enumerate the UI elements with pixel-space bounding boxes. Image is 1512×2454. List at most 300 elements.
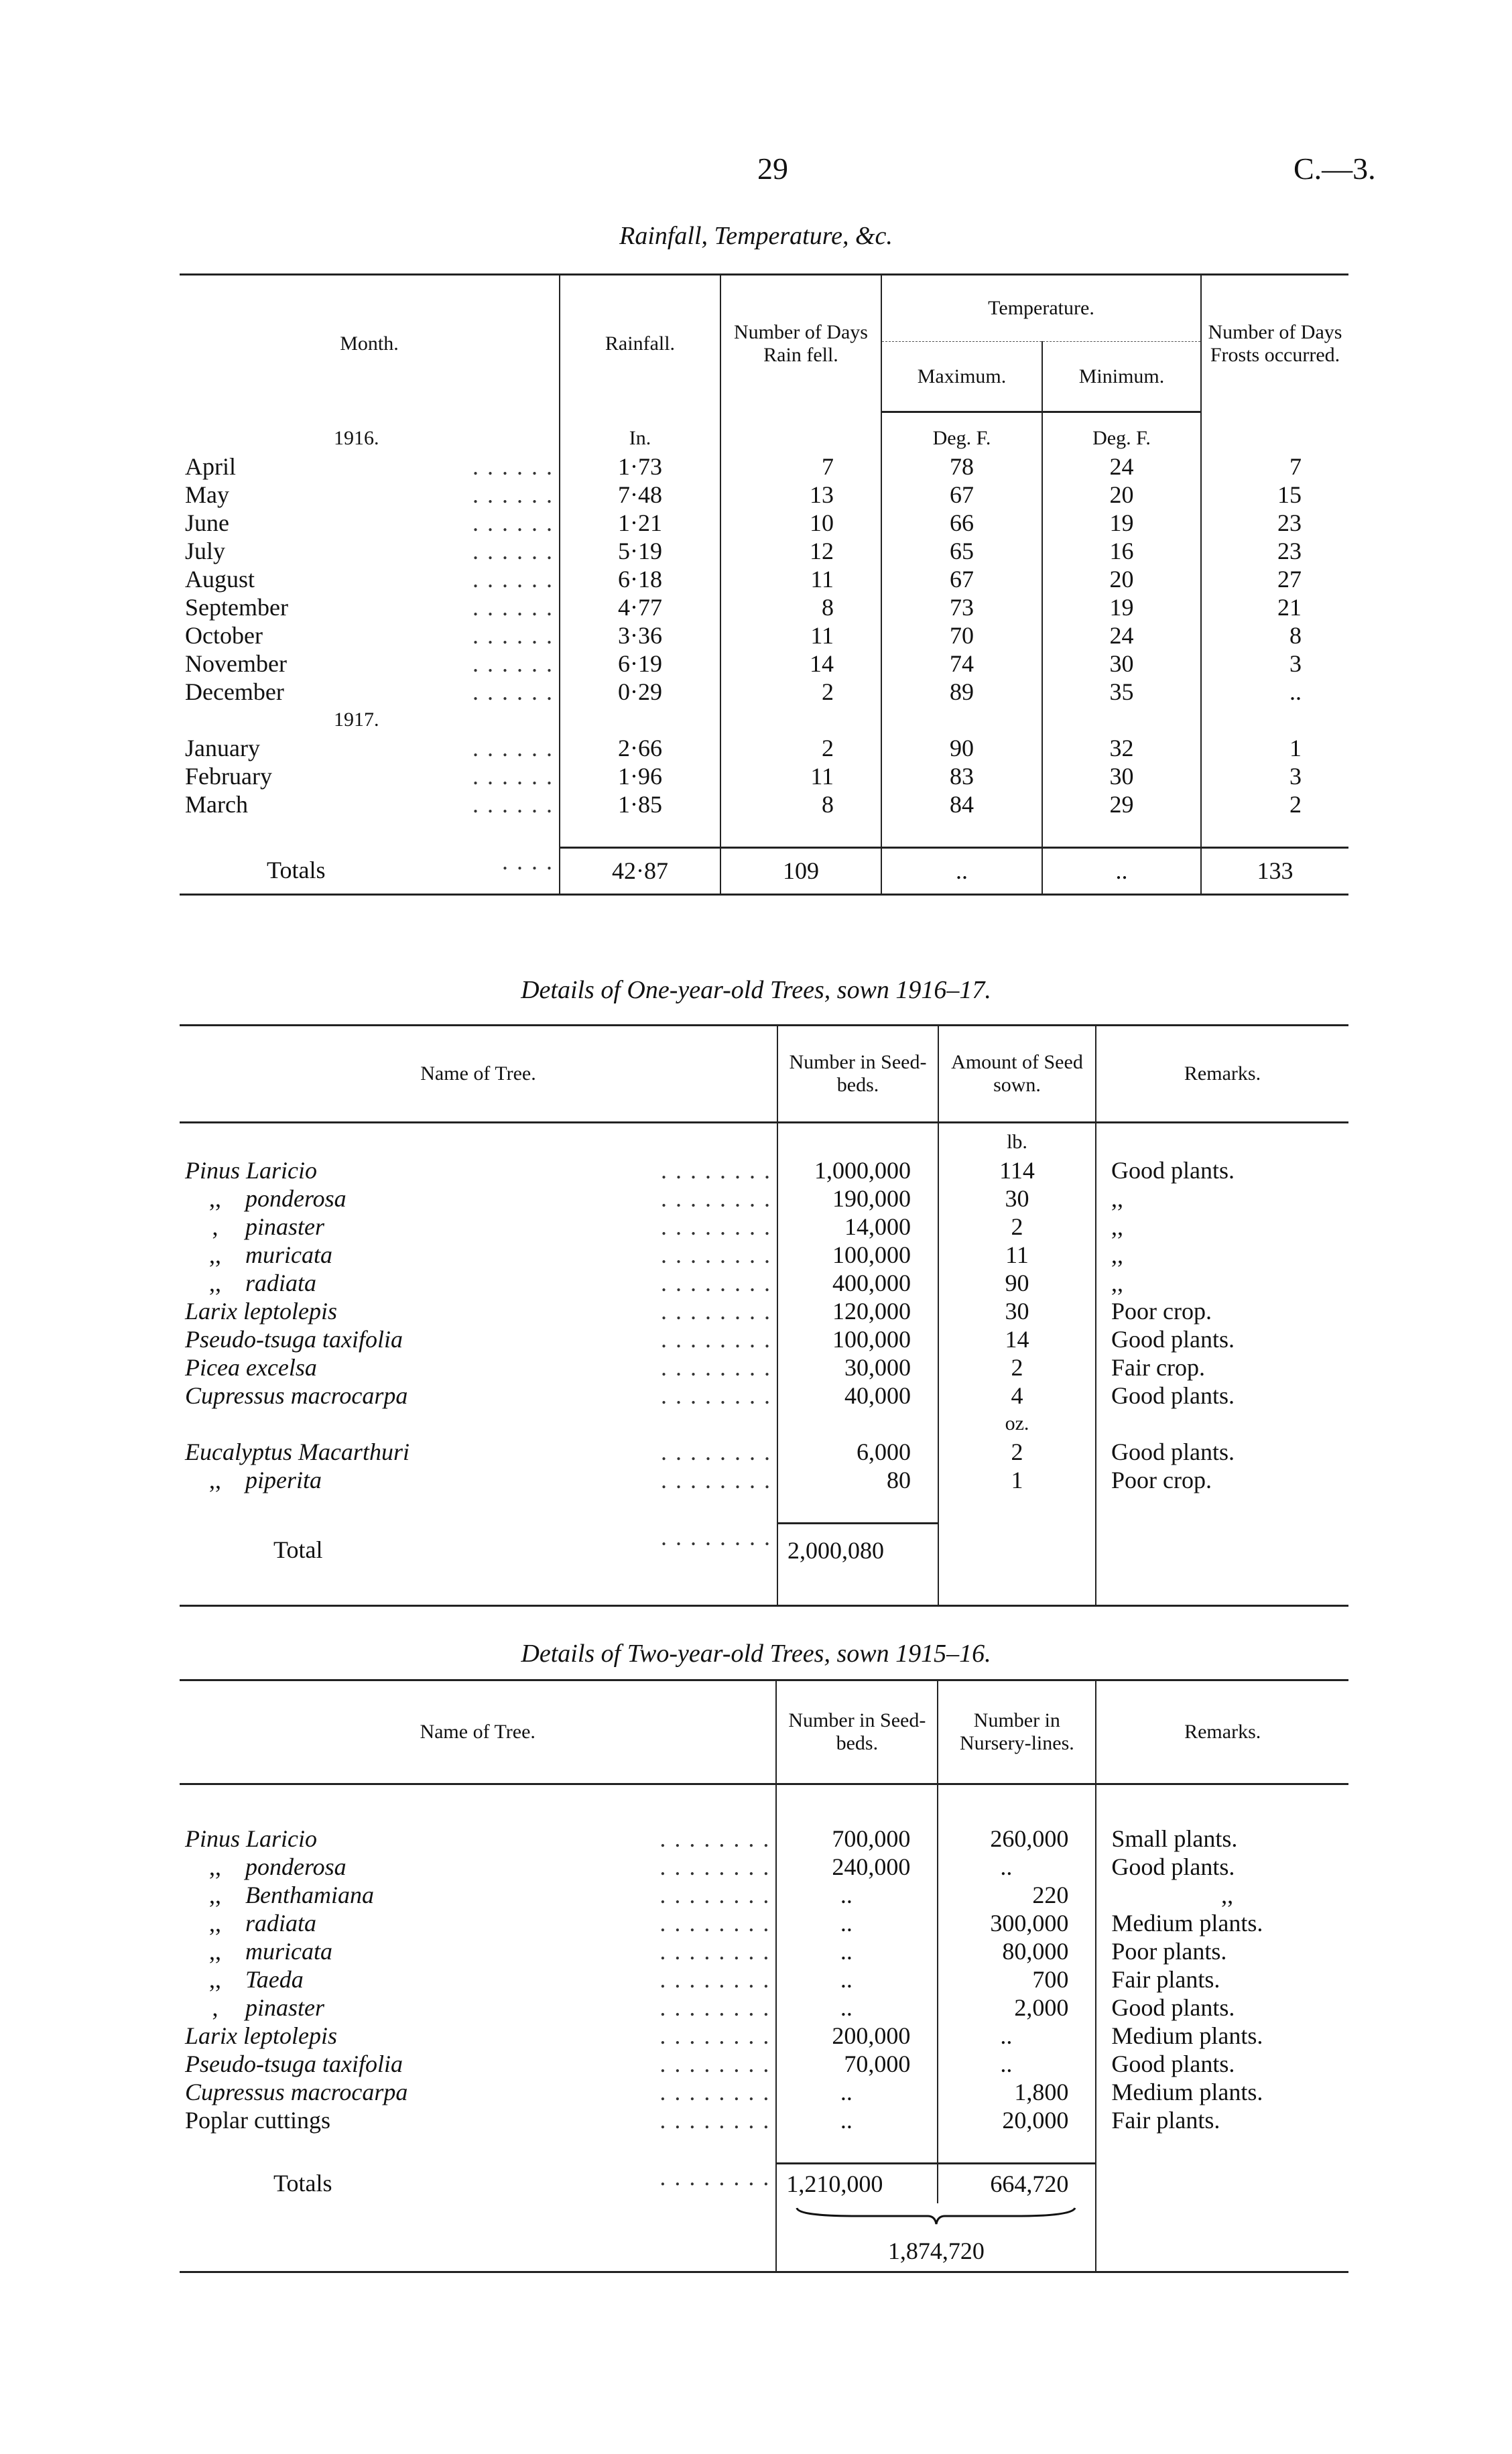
- total-rainfall: 42·87: [560, 847, 720, 894]
- nursery-value: 80,000: [938, 1937, 1096, 1965]
- min-temp-value: 35: [1042, 678, 1201, 706]
- tree-species: leptolepis: [243, 2022, 337, 2049]
- total-seedbeds: 1,210,000: [776, 2163, 938, 2203]
- tree-name-cell: [180, 1213, 777, 1241]
- min-temp-value: 16: [1042, 537, 1201, 565]
- dot-leader: . . . . . .: [472, 593, 554, 621]
- rainfall-value: 6·18: [560, 565, 720, 593]
- brace-icon: [776, 2203, 1096, 2231]
- min-temp-value: 32: [1042, 734, 1201, 762]
- tree-species: Macarthuri: [298, 1438, 410, 1465]
- month-cell: [180, 678, 560, 706]
- month-name: March: [185, 790, 248, 818]
- dot-leader: . . . . . . . .: [661, 1269, 771, 1296]
- min-temp-value: 19: [1042, 509, 1201, 537]
- tree-name-cell: [180, 1353, 777, 1382]
- table-row: [180, 678, 1348, 706]
- header-nursery: Number in Nursery-lines.: [938, 1680, 1096, 1784]
- frosts-value: 21: [1201, 593, 1348, 621]
- tree-genus: Cupressus: [185, 2078, 285, 2105]
- header-remarks: Remarks.: [1096, 1680, 1348, 1784]
- remarks-value: Small plants.: [1096, 1825, 1348, 1853]
- tree-genus: Cupressus: [185, 1382, 285, 1409]
- nursery-value: 1,800: [938, 2078, 1096, 2106]
- tree-species: pinaster: [245, 1213, 325, 1240]
- tree-species: muricata: [245, 1241, 332, 1268]
- tree-species: Taeda: [245, 1965, 304, 1993]
- dot-leader: . . . . . .: [472, 790, 554, 818]
- dot-leader: . . . . . . . .: [661, 1438, 771, 1465]
- grand-total: 1,874,720: [776, 2231, 1096, 2272]
- header-maximum: Maximum.: [881, 342, 1042, 412]
- tree-name-cell: [180, 1881, 776, 1909]
- remarks-value: Good plants.: [1096, 1156, 1348, 1184]
- tree-name-cell: [180, 2106, 776, 2134]
- header-days-rain: Number of Days Rain fell.: [720, 275, 881, 412]
- seedbeds-value: 400,000: [777, 1269, 938, 1297]
- tree-genus: Pinus: [185, 1825, 241, 1852]
- remarks-value: Good plants.: [1096, 1438, 1348, 1466]
- max-temp-value: 84: [881, 790, 1042, 818]
- seed-amount-value: 30: [938, 1184, 1096, 1213]
- empty-cell: [1201, 706, 1348, 734]
- one-year-table-title: Details of One-year-old Trees, sown 1916–17.: [521, 976, 991, 1004]
- dot-leader: . . . . . . . .: [659, 1937, 771, 1965]
- tree-name-cell: [180, 1297, 777, 1325]
- header-minimum: Minimum.: [1042, 342, 1201, 412]
- remarks-value: Fair crop.: [1096, 1353, 1348, 1382]
- totals-row: [180, 847, 1348, 894]
- table-row: [180, 734, 1348, 762]
- table-row: [180, 1297, 1348, 1325]
- frosts-value: 23: [1201, 537, 1348, 565]
- seed-amount-value: 4: [938, 1382, 1096, 1410]
- frosts-value: 3: [1201, 650, 1348, 678]
- ditto-mark: ,,: [209, 1184, 221, 1212]
- rainfall-table: [180, 273, 1348, 896]
- frosts-value: 8: [1201, 621, 1348, 650]
- dot-leader: . . . . . . . .: [661, 1241, 771, 1268]
- seedbeds-value: ..: [776, 2106, 938, 2134]
- table-row: [180, 1241, 1348, 1269]
- seedbeds-value: ..: [776, 1909, 938, 1937]
- table-row: [180, 650, 1348, 678]
- seedbeds-value: 240,000: [776, 1853, 938, 1881]
- tree-species: muricata: [245, 1937, 332, 1965]
- tree-species: Laricio: [246, 1825, 318, 1852]
- table-row: [180, 762, 1348, 790]
- unit-lb: lb.: [938, 1123, 1096, 1156]
- month-name: September: [185, 593, 288, 621]
- seed-amount-value: 14: [938, 1325, 1096, 1353]
- remarks-value: ,,: [1096, 1213, 1348, 1241]
- header-frosts: Number of Days Frosts occurred.: [1201, 275, 1348, 412]
- seedbeds-value: 100,000: [777, 1325, 938, 1353]
- two-year-table-title: Details of Two-year-old Trees, sown 1915–16.: [521, 1640, 991, 1668]
- tree-name-cell: [180, 2022, 776, 2050]
- month-cell: [180, 762, 560, 790]
- tree-genus: Picea: [185, 1353, 240, 1381]
- total-label: Total: [273, 1536, 323, 1563]
- tree-name-cell: [180, 1156, 777, 1184]
- max-temp-value: 66: [881, 509, 1042, 537]
- tree-name-cell: [180, 1825, 776, 1853]
- table-row: [180, 2078, 1348, 2106]
- nursery-value: ..: [938, 2022, 1096, 2050]
- seedbeds-value: 6,000: [777, 1438, 938, 1466]
- ditto-mark: ,,: [209, 1269, 221, 1296]
- remarks-value: Poor crop.: [1096, 1466, 1348, 1494]
- month-name: October: [185, 621, 263, 649]
- dot-leader: . . . . . .: [472, 678, 554, 705]
- dot-leader: . . . . . .: [472, 565, 554, 593]
- table-row: [180, 2106, 1348, 2134]
- seed-amount-value: 114: [938, 1156, 1096, 1184]
- days-rain-value: 12: [720, 537, 881, 565]
- header-seed-sown: Amount of Seed sown.: [938, 1026, 1096, 1123]
- frosts-value: 23: [1201, 509, 1348, 537]
- remarks-value: Fair plants.: [1096, 1965, 1348, 1993]
- month-cell: [180, 790, 560, 818]
- rainfall-value: 4·77: [560, 593, 720, 621]
- table-row: [180, 1853, 1348, 1881]
- frosts-value: 3: [1201, 762, 1348, 790]
- document-reference: C.—3.: [1294, 151, 1376, 186]
- tree-name-cell: [180, 1909, 776, 1937]
- table-row: [180, 621, 1348, 650]
- dot-leader: . . . . . . . .: [661, 1466, 771, 1493]
- dot-leader: . . . . . . . .: [659, 1993, 771, 2021]
- remarks-value: Good plants.: [1096, 2050, 1348, 2078]
- nursery-value: 220: [938, 1881, 1096, 1909]
- tree-species: radiata: [245, 1909, 317, 1937]
- tree-name-cell: [180, 1965, 776, 1993]
- total-seedbeds: 2,000,080: [777, 1523, 938, 1577]
- tree-name-cell: [180, 1993, 776, 2022]
- month-name: January: [185, 734, 260, 761]
- frosts-value: 2: [1201, 790, 1348, 818]
- rainfall-value: 1·96: [560, 762, 720, 790]
- month-cell: [180, 650, 560, 678]
- remarks-value: Good plants.: [1096, 1382, 1348, 1410]
- tree-species: Laricio: [246, 1156, 318, 1184]
- ditto-mark: ,,: [209, 1937, 221, 1965]
- table-row: [180, 1156, 1348, 1184]
- seedbeds-value: 190,000: [777, 1184, 938, 1213]
- table-row: [180, 509, 1348, 537]
- header-seedbeds: Number in Seed-beds.: [777, 1026, 938, 1123]
- ditto-mark: ,,: [209, 1241, 221, 1268]
- month-cell: [180, 565, 560, 593]
- min-temp-value: 29: [1042, 790, 1201, 818]
- dot-leader: . . . .: [502, 848, 554, 875]
- table-row: [180, 1269, 1348, 1297]
- total-frosts: 133: [1201, 847, 1348, 894]
- unit-oz: oz.: [938, 1410, 1096, 1438]
- max-temp-value: 74: [881, 650, 1042, 678]
- table-row: [180, 790, 1348, 818]
- rainfall-value: 1·73: [560, 452, 720, 481]
- days-rain-value: 8: [720, 593, 881, 621]
- two-year-trees-table: [180, 1679, 1348, 2273]
- empty-cell: [881, 706, 1042, 734]
- tree-name-cell: [180, 1241, 777, 1269]
- tree-species: taxifolia: [322, 1325, 403, 1353]
- tree-species: radiata: [245, 1269, 317, 1296]
- month-name: August: [185, 565, 255, 593]
- min-temp-value: 20: [1042, 565, 1201, 593]
- tree-name-cell: [180, 1937, 776, 1965]
- min-temp-value: 30: [1042, 762, 1201, 790]
- tree-genus: Poplar cuttings: [185, 2106, 330, 2134]
- seedbeds-value: 1,000,000: [777, 1156, 938, 1184]
- remarks-value: ,,: [1096, 1269, 1348, 1297]
- ditto-mark: ,,: [209, 1881, 221, 1908]
- month-name: December: [185, 678, 284, 705]
- table-row: [180, 1466, 1348, 1494]
- dot-leader: . . . . . . . .: [661, 1353, 771, 1381]
- remarks-value: Poor plants.: [1096, 1937, 1348, 1965]
- tree-species: Benthamiana: [245, 1881, 374, 1908]
- days-rain-value: 7: [720, 452, 881, 481]
- rainfall-value: 0·29: [560, 678, 720, 706]
- max-temp-value: 73: [881, 593, 1042, 621]
- rainfall-value: 5·19: [560, 537, 720, 565]
- month-cell: [180, 621, 560, 650]
- dot-leader: . . . . . . . .: [661, 1156, 771, 1184]
- month-cell: [180, 537, 560, 565]
- dot-leader: . . . . . . . .: [661, 1524, 771, 1550]
- empty-cell: [560, 706, 720, 734]
- seedbeds-value: 700,000: [776, 1825, 938, 1853]
- dot-leader: . . . . . .: [472, 734, 554, 761]
- remarks-value: Fair plants.: [1096, 2106, 1348, 2134]
- seed-amount-value: 2: [938, 1438, 1096, 1466]
- dot-leader: . . . . . . . .: [659, 1881, 771, 1908]
- remarks-value: Good plants.: [1096, 1993, 1348, 2022]
- ditto-mark: ,,: [209, 1466, 221, 1493]
- header-remarks: Remarks.: [1096, 1026, 1348, 1123]
- dot-leader: . . . . . . . .: [661, 1297, 771, 1325]
- remarks-value: Medium plants.: [1096, 1909, 1348, 1937]
- dot-leader: . . . . . . . .: [659, 2050, 771, 2077]
- max-temp-value: 67: [881, 481, 1042, 509]
- days-rain-value: 2: [720, 734, 881, 762]
- tree-species: ponderosa: [245, 1184, 346, 1212]
- table-row: [180, 537, 1348, 565]
- header-name: Name of Tree.: [180, 1026, 777, 1123]
- seedbeds-value: 120,000: [777, 1297, 938, 1325]
- max-temp-value: 83: [881, 762, 1042, 790]
- dot-leader: . . . . . .: [472, 509, 554, 536]
- page-number: 29: [757, 151, 788, 186]
- remarks-value: Good plants.: [1096, 1853, 1348, 1881]
- dot-leader: . . . . . . . .: [659, 2164, 771, 2191]
- max-temp-value: 90: [881, 734, 1042, 762]
- empty-cell: [720, 412, 881, 452]
- nursery-value: ..: [938, 2050, 1096, 2078]
- seed-amount-value: 90: [938, 1269, 1096, 1297]
- days-rain-value: 11: [720, 621, 881, 650]
- tree-name-cell: [180, 1269, 777, 1297]
- min-temp-value: 19: [1042, 593, 1201, 621]
- tree-name-cell: [180, 1853, 776, 1881]
- days-rain-value: 8: [720, 790, 881, 818]
- month-name: May: [185, 481, 229, 508]
- days-rain-value: 11: [720, 565, 881, 593]
- tree-species: excelsa: [245, 1353, 317, 1381]
- table-row: [180, 1881, 1348, 1909]
- dot-leader: . . . . . .: [472, 452, 554, 480]
- dot-leader: . . . . . . . .: [659, 2078, 771, 2105]
- tree-genus: Pseudo-tsuga: [185, 1325, 316, 1353]
- seed-amount-value: 1: [938, 1466, 1096, 1494]
- tree-name-cell: [180, 2050, 776, 2078]
- month-name: February: [185, 762, 272, 790]
- days-rain-value: 2: [720, 678, 881, 706]
- tree-genus: Pseudo-tsuga: [185, 2050, 316, 2077]
- dot-leader: . . . . . . . .: [659, 1965, 771, 1993]
- days-rain-value: 10: [720, 509, 881, 537]
- one-year-trees-table: [180, 1024, 1348, 1607]
- seedbeds-value: 100,000: [777, 1241, 938, 1269]
- remarks-value: ,,: [1096, 1184, 1348, 1213]
- dot-leader: . . . . . .: [472, 650, 554, 677]
- month-name: April: [185, 452, 236, 480]
- nursery-value: 700: [938, 1965, 1096, 1993]
- max-temp-value: 70: [881, 621, 1042, 650]
- ditto-mark: ,,: [209, 1853, 221, 1880]
- dot-leader: . . . . . . . .: [661, 1382, 771, 1409]
- empty-cell: [720, 706, 881, 734]
- nursery-value: 300,000: [938, 1909, 1096, 1937]
- table-row: [180, 565, 1348, 593]
- rainfall-value: 3·36: [560, 621, 720, 650]
- remarks-value: Medium plants.: [1096, 2022, 1348, 2050]
- tree-genus: Larix: [185, 2022, 238, 2049]
- header-name: Name of Tree.: [180, 1680, 776, 1784]
- max-temp-value: 65: [881, 537, 1042, 565]
- month-cell: [180, 593, 560, 621]
- table-row: [180, 2022, 1348, 2050]
- month-name: June: [185, 509, 229, 536]
- seedbeds-value: ..: [776, 1965, 938, 1993]
- tree-name-cell: [180, 1438, 777, 1466]
- nursery-value: ..: [938, 1853, 1096, 1881]
- tree-species: leptolepis: [243, 1297, 337, 1325]
- dot-leader: . . . . . . . .: [659, 1909, 771, 1937]
- header-seedbeds: Number in Seed-beds.: [776, 1680, 938, 1784]
- totals-label: Totals: [267, 857, 326, 884]
- seedbeds-value: 14,000: [777, 1213, 938, 1241]
- table-row: [180, 1353, 1348, 1382]
- nursery-value: 20,000: [938, 2106, 1096, 2134]
- frosts-value: ..: [1201, 678, 1348, 706]
- seedbeds-value: ..: [776, 1937, 938, 1965]
- table-row: [180, 593, 1348, 621]
- dot-leader: . . . . . . . .: [661, 1213, 771, 1240]
- unit-rainfall: In.: [560, 412, 720, 452]
- rainfall-value: 2·66: [560, 734, 720, 762]
- nursery-value: 260,000: [938, 1825, 1096, 1853]
- table-row: [180, 1909, 1348, 1937]
- month-cell: [180, 481, 560, 509]
- header-month: Month.: [180, 275, 560, 412]
- seedbeds-value: 40,000: [777, 1382, 938, 1410]
- seedbeds-value: ..: [776, 1881, 938, 1909]
- rainfall-value: 7·48: [560, 481, 720, 509]
- table-row: [180, 1937, 1348, 1965]
- total-row: [180, 1523, 1348, 1577]
- seedbeds-value: ..: [776, 2078, 938, 2106]
- dot-leader: . . . . . .: [472, 481, 554, 508]
- ditto-mark: ,,: [209, 1965, 221, 1993]
- table-row: [180, 1438, 1348, 1466]
- total-min: ..: [1042, 847, 1201, 894]
- unit-min: Deg. F.: [1042, 412, 1201, 452]
- ditto-mark: ,,: [209, 1909, 221, 1937]
- table-row: [180, 1965, 1348, 1993]
- frosts-value: 15: [1201, 481, 1348, 509]
- tree-species: macrocarpa: [290, 2078, 408, 2105]
- tree-species: pinaster: [245, 1993, 325, 2021]
- frosts-value: 27: [1201, 565, 1348, 593]
- seedbeds-value: 30,000: [777, 1353, 938, 1382]
- dot-leader: . . . . . .: [472, 621, 554, 649]
- frosts-value: 7: [1201, 452, 1348, 481]
- seedbeds-value: 70,000: [776, 2050, 938, 2078]
- table-row: [180, 1382, 1348, 1410]
- dot-leader: . . . . . .: [472, 762, 554, 790]
- seedbeds-value: 200,000: [776, 2022, 938, 2050]
- table-row: [180, 452, 1348, 481]
- table-row: [180, 1184, 1348, 1213]
- header-rainfall: Rainfall.: [560, 275, 720, 412]
- tree-name-cell: [180, 1382, 777, 1410]
- nursery-value: 2,000: [938, 1993, 1096, 2022]
- month-cell: [180, 452, 560, 481]
- min-temp-value: 24: [1042, 452, 1201, 481]
- table-row: [180, 2050, 1348, 2078]
- remarks-value: ,,: [1096, 1881, 1348, 1909]
- tree-name-cell: [180, 1466, 777, 1494]
- table-row: [180, 1993, 1348, 2022]
- header-temperature: Temperature.: [881, 275, 1201, 342]
- seed-amount-value: 11: [938, 1241, 1096, 1269]
- dot-leader: . . . . . . . .: [659, 2022, 771, 2049]
- tree-species: piperita: [245, 1466, 322, 1493]
- tree-species: ponderosa: [245, 1853, 346, 1880]
- remarks-value: Medium plants.: [1096, 2078, 1348, 2106]
- tree-genus: Larix: [185, 1297, 238, 1325]
- tree-name-cell: [180, 1325, 777, 1353]
- empty-cell: [1201, 412, 1348, 452]
- total-nursery: 664,720: [938, 2163, 1096, 2203]
- tree-genus: Pinus: [185, 1156, 241, 1184]
- table-row: [180, 481, 1348, 509]
- rainfall-value: 6·19: [560, 650, 720, 678]
- rainfall-table-title: Rainfall, Temperature, &c.: [619, 222, 893, 250]
- max-temp-value: 78: [881, 452, 1042, 481]
- totals-label: Totals: [273, 2170, 332, 2197]
- days-rain-value: 13: [720, 481, 881, 509]
- empty-cell: [1042, 706, 1201, 734]
- dot-leader: . . . . . . . .: [659, 2106, 771, 2134]
- table-row: [180, 1213, 1348, 1241]
- min-temp-value: 20: [1042, 481, 1201, 509]
- max-temp-value: 89: [881, 678, 1042, 706]
- dot-leader: . . . . . . . .: [661, 1184, 771, 1212]
